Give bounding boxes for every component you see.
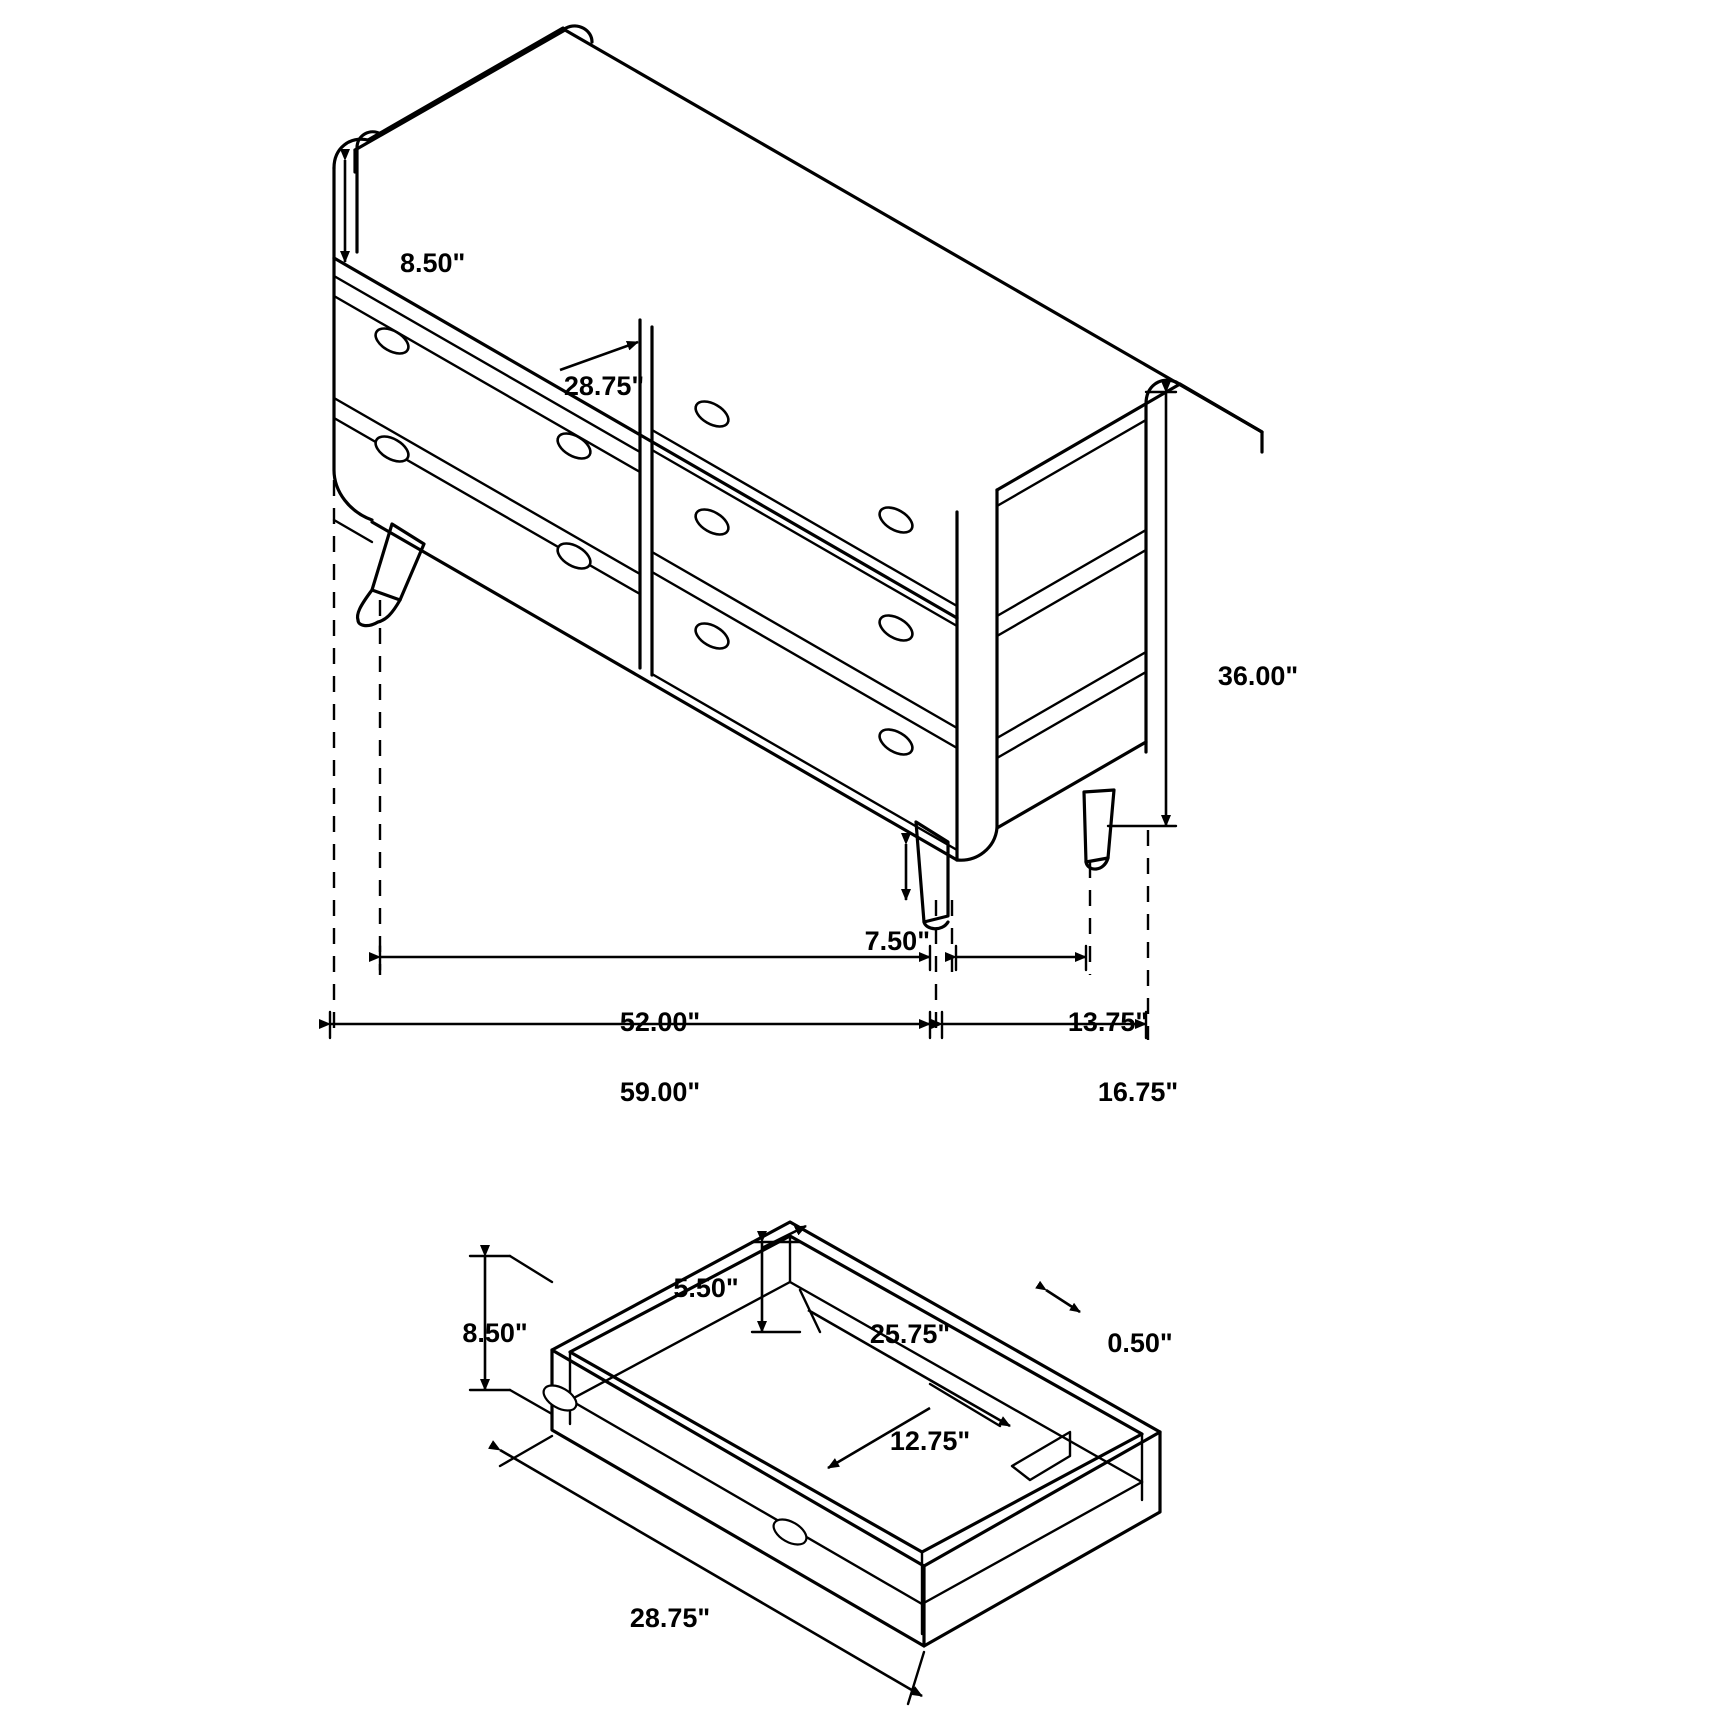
label-7-50-leg: 7.50" bbox=[864, 926, 930, 956]
label-36-00-height: 36.00" bbox=[1217, 661, 1299, 691]
dimension-labels bbox=[400, 248, 1298, 1633]
label-28-75-drawer-front: 28.75" bbox=[563, 371, 645, 401]
dresser-leg-rear-right bbox=[1084, 790, 1114, 869]
label-8-50-top: 8.50" bbox=[400, 248, 466, 278]
label-8-50-drawer-height: 8.50" bbox=[462, 1318, 528, 1348]
label-52-00-case-width: 52.00" bbox=[619, 1007, 701, 1037]
dimension-group-dresser bbox=[330, 160, 1176, 1040]
label-59-00-overall-width: 59.00" bbox=[619, 1077, 701, 1107]
label-25-75-drawer-length: 25.75" bbox=[869, 1319, 951, 1349]
label-5-50-drawer-side: 5.50" bbox=[673, 1273, 739, 1303]
label-16-75-overall-depth: 16.75" bbox=[1097, 1077, 1179, 1107]
label-28-75-drawer-ext-width: 28.75" bbox=[629, 1603, 711, 1633]
label-12-75-drawer-width: 12.75" bbox=[889, 1426, 971, 1456]
drawer-detail bbox=[539, 1222, 1160, 1646]
dresser-body bbox=[334, 26, 1262, 929]
dimension-group-drawer bbox=[470, 1226, 1080, 1704]
label-0-50-thickness: 0.50" bbox=[1107, 1328, 1173, 1358]
label-13-75-depth-inner: 13.75" bbox=[1067, 1007, 1149, 1037]
